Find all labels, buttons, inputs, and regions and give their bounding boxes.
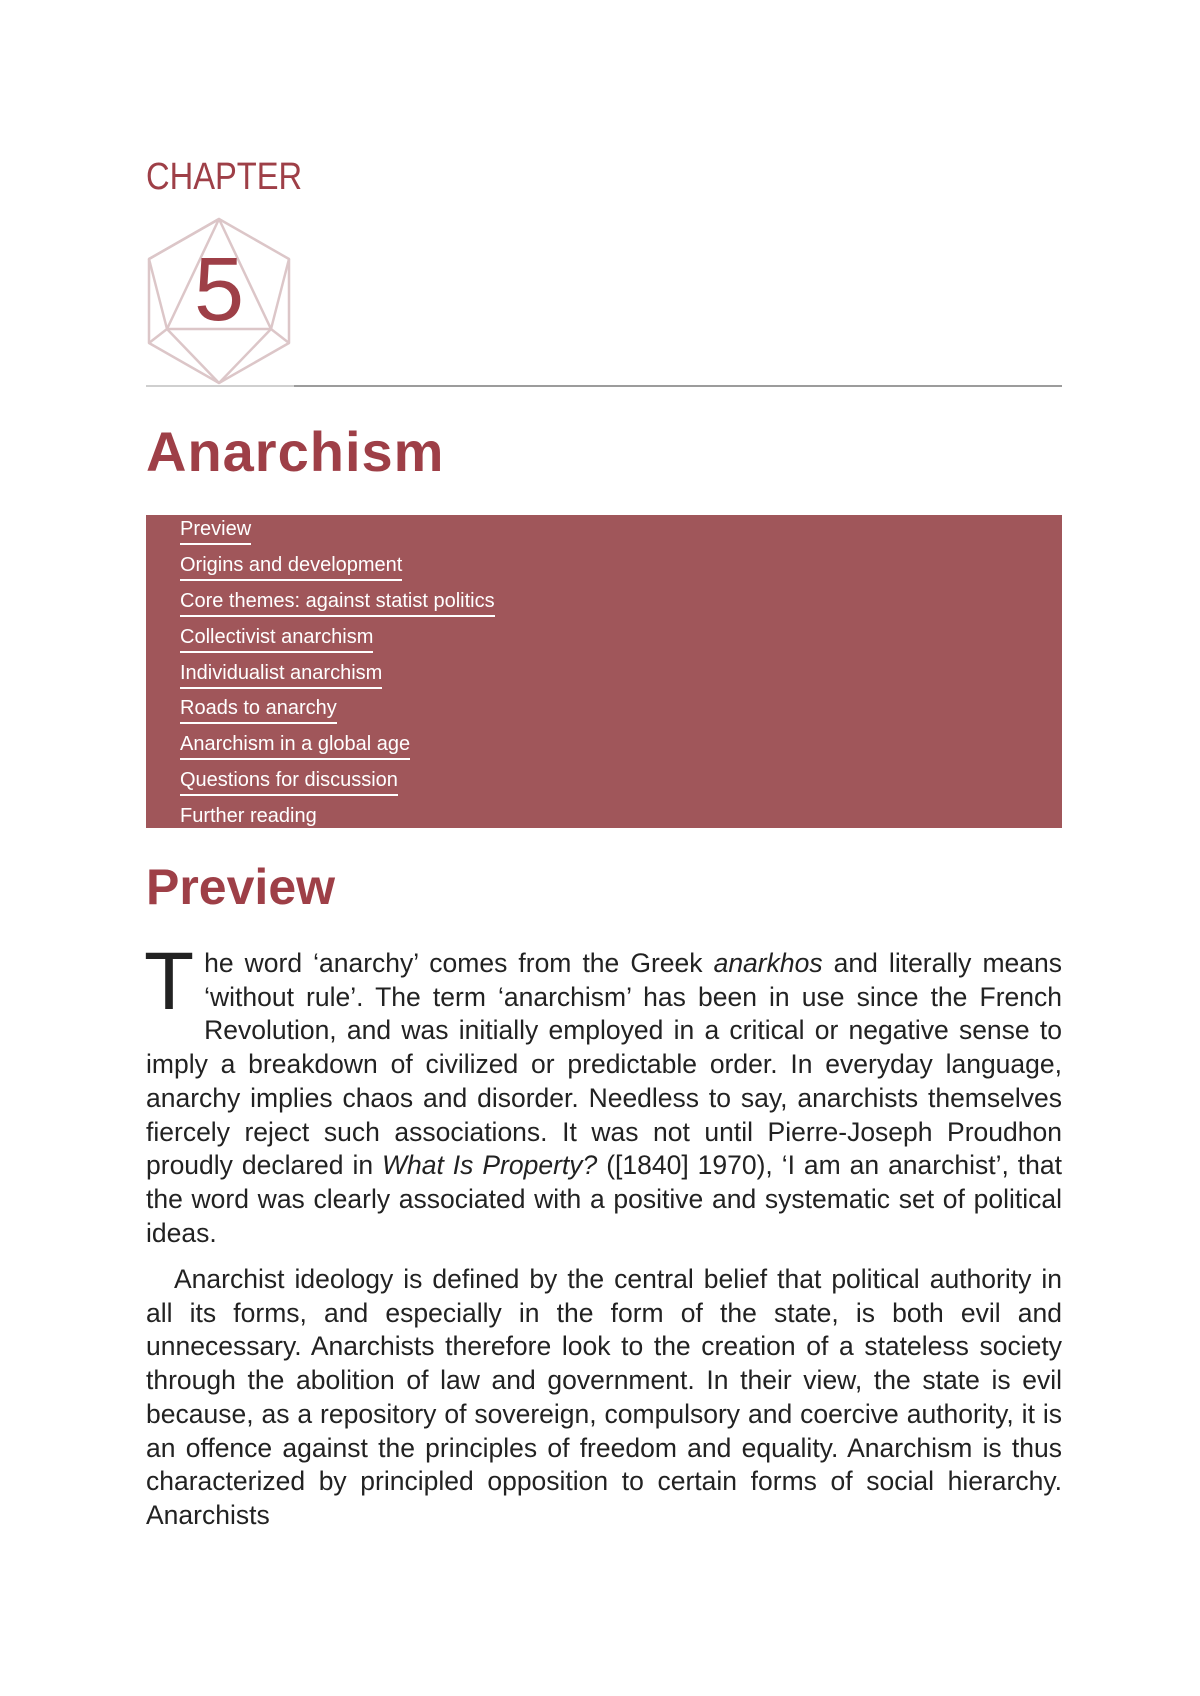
contents-item-global-age[interactable]: Anarchism in a global age bbox=[180, 730, 410, 760]
chapter-contents bbox=[146, 515, 1062, 828]
paragraph-2: Anarchist ideology is defined by the central belief that political authority in all its forms, and especially in the form of the state, is both evil and unnecessary. Anarchists therefore look to the creation of a stateless society through the abolition of law and government. In their view, the state is evil because, as a repository of sovereign, compulsory and coercive authority, it is an offence against the principles of freedom and equality. Anarchism is thus characterized by principled opposition to certain forms of social hierarchy. Anarchists bbox=[146, 1264, 1062, 1530]
contents-list bbox=[180, 515, 495, 836]
greek-term: anarkhos bbox=[713, 948, 823, 978]
paragraph-1 bbox=[144, 936, 1062, 1250]
book-title: What Is Property? bbox=[382, 1150, 598, 1181]
chapter-title: Anarchism bbox=[146, 420, 445, 483]
contents-item-preview[interactable]: Preview bbox=[180, 515, 251, 545]
contents-item-roads[interactable]: Roads to anarchy bbox=[180, 694, 337, 724]
contents-item-questions[interactable]: Questions for discussion bbox=[180, 766, 398, 796]
paragraph-1-text-b: and literally means ‘without rule’. The term ‘anarchism’ has been in use since the French Revolution, and was initially employed in a critical or negative sense to imply a breakdown of civilized or predictable order. In everyday language, anarchy implies chaos and disorder. Needless to say, anarchists themselves fiercely reject such associations. It was not until Pierre-Joseph Proudhon proudly declared in bbox=[146, 948, 1062, 1181]
paragraph-1-text-a: he word ‘anarchy’ comes from the Greek bbox=[204, 948, 714, 978]
chapter-emblem bbox=[144, 216, 294, 386]
chapter-label: CHAPTER bbox=[146, 156, 303, 198]
contents-item-individualist[interactable]: Individualist anarchism bbox=[180, 659, 382, 689]
section-heading: Preview bbox=[146, 859, 336, 915]
contents-item-core-themes[interactable]: Core themes: against statist politics bbox=[180, 587, 495, 617]
paragraph-1-text-c: ([1840] 1970), ‘I am an anarchist’, that the word was clearly associated with a positive and systematic set of political ideas. bbox=[146, 1150, 1062, 1248]
header-rule-accent bbox=[146, 385, 294, 387]
chapter-number: 5 bbox=[193, 240, 245, 340]
drop-cap: T bbox=[144, 936, 195, 1027]
contents-item-collectivist[interactable]: Collectivist anarchism bbox=[180, 623, 373, 653]
contents-item-origins[interactable]: Origins and development bbox=[180, 551, 402, 581]
contents-item-further-reading[interactable]: Further reading bbox=[180, 805, 317, 828]
